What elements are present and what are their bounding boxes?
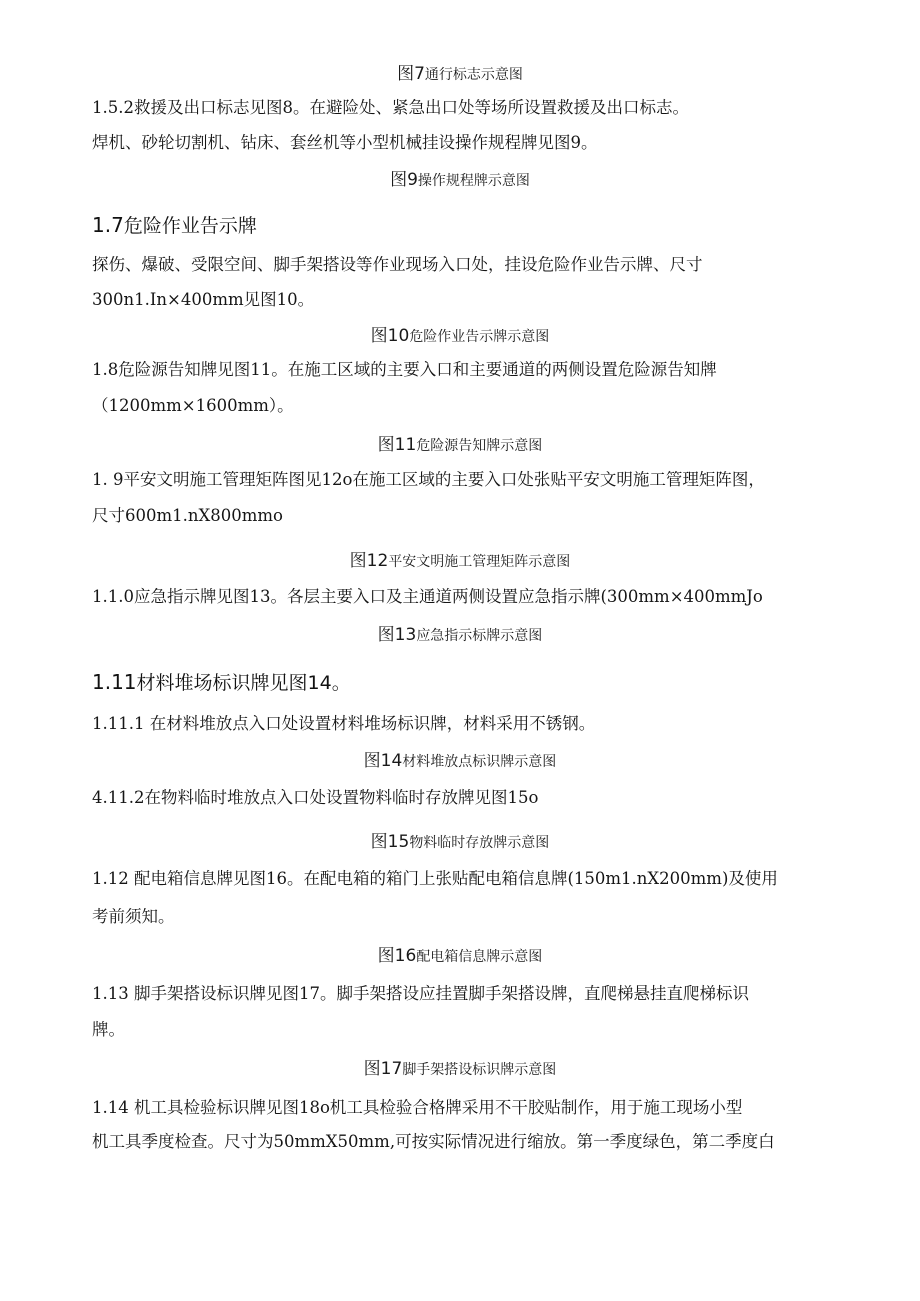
paragraph-line: 1.8危险源告知牌见图11。在施工区域的主要入口和主要通道的两侧设置危险源告知牌: [92, 360, 717, 379]
paragraph-line: （1200mm×1600mm）。: [92, 396, 294, 415]
paragraph-line: 1.12 配电箱信息牌见图16。在配电箱的箱门上张贴配电箱信息牌(150m1.nX200mm)及使用: [92, 869, 778, 888]
paragraph-line: 1.13 脚手架搭设标识牌见图17。脚手架搭设应挂置脚手架搭设牌，直爬梯悬挂直爬梯标识: [92, 984, 749, 1003]
paragraph-line: 1.14 机工具检验标识牌见图18o机工具检验合格牌采用不干胶贴制作，用于施工现场小型: [92, 1098, 743, 1117]
figure-caption-17: 图17脚手架搭设标识牌示意图: [363, 1059, 557, 1079]
figure-caption-9: 图9操作规程牌示意图: [390, 170, 530, 190]
paragraph-line: 1.5.2救援及出口标志见图8。在避险处、紧急出口处等场所设置救援及出口标志。: [92, 98, 689, 117]
section-heading-1-7: 1.7危险作业告示牌: [92, 213, 257, 237]
figure-caption-12: 图12平安文明施工管理矩阵示意图: [349, 551, 571, 571]
figure-caption-16: 图16配电箱信息牌示意图: [377, 946, 543, 966]
paragraph-line: 4.11.2在物料临时堆放点入口处设置物料临时存放牌见图15o: [92, 788, 539, 807]
paragraph-line: 300n1.In×400mm见图10。: [92, 290, 315, 309]
figure-caption-7: 图7通行标志示意图: [397, 64, 523, 84]
section-heading-1-11: 1.11材料堆场标识牌见图14。: [92, 670, 351, 694]
figure-caption-13: 图13应急指示标牌示意图: [377, 625, 543, 645]
paragraph-line: 机工具季度检查。尺寸为50mmX50mm,可按实际情况进行缩放。第一季度绿色，第二季度白: [92, 1132, 775, 1151]
figure-caption-14: 图14材料堆放点标识牌示意图: [363, 751, 557, 771]
paragraph-line: 牌。: [92, 1020, 125, 1039]
figure-caption-10: 图10危险作业告示牌示意图: [370, 326, 550, 346]
paragraph-line: 焊机、砂轮切割机、钻床、套丝机等小型机械挂设操作规程牌见图9。: [92, 133, 598, 152]
figure-caption-15: 图15物料临时存放牌示意图: [370, 832, 550, 852]
paragraph-line: 探伤、爆破、受限空间、脚手架搭设等作业现场入口处，挂设危险作业告示牌、尺寸: [92, 255, 703, 274]
paragraph-line: 1.1.0应急指示牌见图13。各层主要入口及主通道两侧设置应急指示牌(300mm×400mmJo: [92, 587, 763, 606]
paragraph-line: 尺寸600m1.nX800mmo: [92, 506, 283, 525]
figure-caption-11: 图11危险源告知牌示意图: [377, 435, 543, 455]
paragraph-line: 1. 9平安文明施工管理矩阵图见12o在施工区域的主要入口处张贴平安文明施工管理矩阵图，: [92, 470, 765, 489]
paragraph-line: 考前须知。: [92, 907, 175, 926]
paragraph-line: 1.11.1 在材料堆放点入口处设置材料堆场标识牌，材料采用不锈钢。: [92, 714, 596, 733]
